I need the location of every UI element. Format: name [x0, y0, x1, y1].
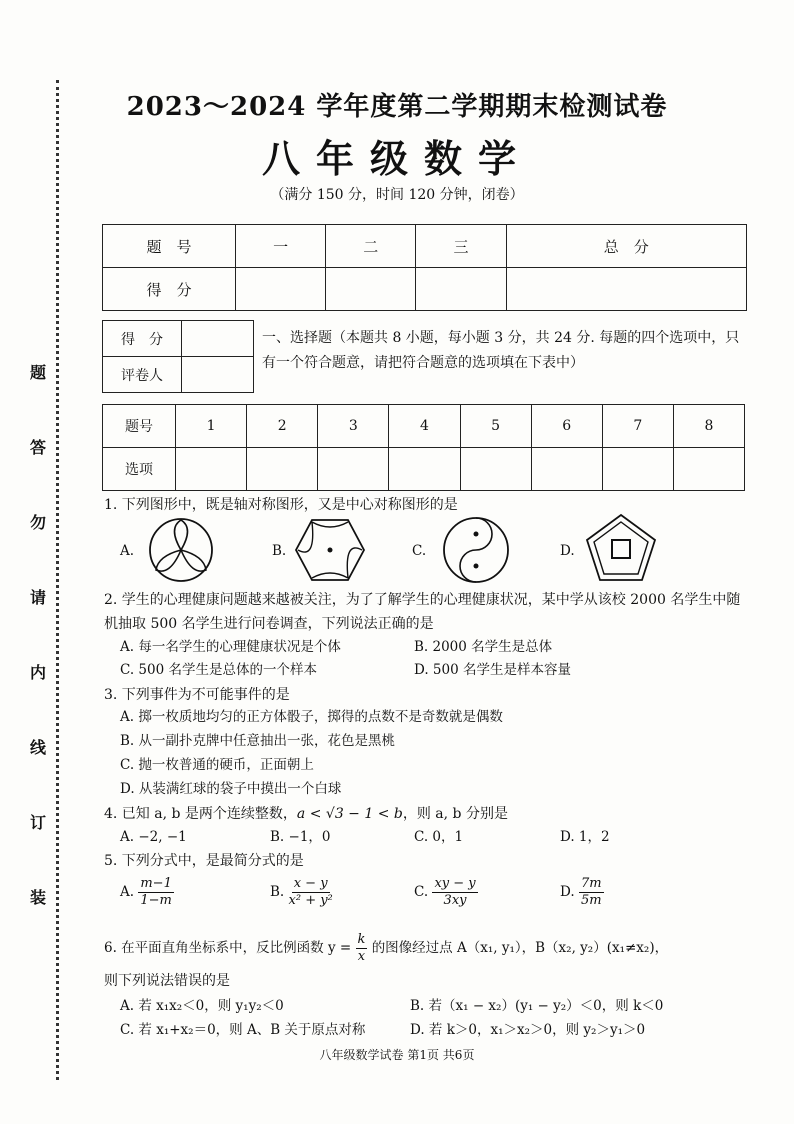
q1-label-c: C.: [412, 543, 427, 559]
q5-fraction-a: [138, 876, 174, 909]
q3-option-d: D. 从装满红球的袋子中摸出一个白球: [120, 781, 342, 797]
section1-instructions: 一、选择题（本题共 8 小题，每小题 3 分，共 24 分. 每题的四个选项中，只有一个符合题意，请把符合题意的选项填在下表中）: [262, 330, 740, 371]
q5-label-b: B.: [270, 884, 285, 900]
q6-option-c: C. 若 x₁+x₂＝0，则 A、B 关于原点对称: [120, 1022, 366, 1038]
q2-option-c: C. 500 名学生是总体的一个样本: [120, 662, 317, 678]
grader-name-blank[interactable]: [182, 357, 254, 393]
answer-blank[interactable]: [176, 448, 247, 491]
q4-option-b: B. −1，0: [270, 829, 331, 845]
answer-row-label: 选项: [103, 448, 176, 491]
q4-option-c: C. 0，1: [414, 829, 464, 845]
q1-label-b: B.: [272, 543, 287, 559]
score-blank-cell[interactable]: [416, 268, 506, 311]
q6-numerator: k: [357, 932, 366, 947]
answer-blank[interactable]: [247, 448, 318, 491]
score-blank-cell[interactable]: [236, 268, 326, 311]
grader-score-label: 得 分: [103, 321, 182, 357]
q6-fraction: [356, 932, 368, 965]
q4-stem-end: ，则 a, b 分别是: [402, 806, 508, 822]
answer-number: 7: [602, 405, 673, 448]
q3-option-c: C. 抛一枚普通的硬币，正面朝上: [120, 757, 314, 773]
answer-table: [102, 404, 745, 491]
answer-number: 1: [176, 405, 247, 448]
q6-option-d: D. 若 k＞0，x₁＞x₂＞0，则 y₂＞y₁＞0: [410, 1022, 646, 1038]
q4-inequality: a < √3 − 1 < b: [296, 806, 403, 822]
subject-title: 八年级数学: [261, 137, 532, 181]
q5-c-denominator: 3xy: [443, 893, 467, 908]
q6-option-b: B. 若（x₁ − x₂）(y₁ − y₂）＜0，则 k＜0: [410, 998, 664, 1014]
q5-label-c: C.: [414, 884, 429, 900]
q3-stem: 3. 下列事件为不可能事件的是: [104, 687, 290, 703]
answer-blank[interactable]: [460, 448, 531, 491]
q6-option-a: A. 若 x₁x₂＜0，则 y₁y₂＜0: [120, 998, 284, 1014]
binding-char: 装: [29, 888, 46, 907]
binding-dotted-line: [56, 80, 59, 1080]
q1-label-d: D.: [560, 543, 575, 559]
binding-char: 勿: [29, 513, 46, 532]
q2-option-d: D. 500 名学生是样本容量: [414, 662, 571, 678]
q5-label-d: D.: [560, 884, 575, 900]
score-header-cell: 总 分: [506, 225, 746, 268]
answer-number: 8: [673, 405, 744, 448]
grader-name-label: 评卷人: [103, 357, 182, 393]
answer-blank[interactable]: [673, 448, 744, 491]
q3-option-a: A. 掷一枚质地均匀的正方体骰子，掷得的点数不是奇数就是偶数: [120, 709, 503, 725]
answer-blank[interactable]: [389, 448, 460, 491]
q6-stem-middle: 的图像经过点 A（x₁, y₁），B（x₂, y₂）(x₁≠x₂)，: [371, 940, 669, 956]
q5-fraction-c: [432, 876, 477, 909]
q2-option-b: B. 2000 名学生是总体: [414, 639, 553, 655]
answer-number: 2: [247, 405, 318, 448]
q5-label-a: A.: [120, 884, 135, 900]
q6-stem-start: 6. 在平面直角坐标系中，反比例函数 y =: [104, 940, 352, 956]
answer-blank[interactable]: [531, 448, 602, 491]
q5-option-a: [120, 876, 174, 909]
page-footer: 八年级数学试卷 第1页 共6页: [319, 1048, 475, 1062]
score-header-cell: 一: [236, 225, 326, 268]
q1-figure-d: [584, 512, 658, 584]
score-blank-cell[interactable]: [326, 268, 416, 311]
q4-stem-start: 4. 已知 a, b 是两个连续整数，: [104, 806, 297, 822]
answer-number: 3: [318, 405, 389, 448]
grader-table: [102, 320, 254, 393]
q2-option-a: A. 每一名学生的心理健康状况是个体: [120, 639, 341, 655]
answer-number: 5: [460, 405, 531, 448]
q5-option-c: [414, 876, 478, 909]
q5-d-numerator: 7m: [580, 876, 602, 891]
exam-title: 2023～2024 学年度第二学期期末检测试卷: [126, 92, 668, 122]
binding-char: 内: [29, 663, 46, 682]
q5-option-d: [560, 876, 604, 909]
score-header-cell: 三: [416, 225, 506, 268]
q1-figure-b: [294, 516, 366, 584]
grader-score-blank[interactable]: [182, 321, 254, 357]
q5-fraction-d: [579, 876, 604, 909]
answer-number: 6: [531, 405, 602, 448]
q1-figure-c-yinyang: [440, 514, 512, 586]
q2-stem: 2. 学生的心理健康问题越来越被关注，为了了解学生的心理健康状况，某中学从该校 2000 名学生中随机抽取 500 名学生进行问卷调查，下列说法正确的是: [104, 592, 741, 632]
score-row-label: 得 分: [103, 268, 236, 311]
exam-meta: （满分 150 分，时间 120 分钟，闭卷）: [270, 187, 524, 203]
answer-blank[interactable]: [318, 448, 389, 491]
binding-char: 答: [29, 438, 46, 457]
q5-a-denominator: 1−m: [140, 893, 172, 908]
q4-option-a: A. −2, −1: [120, 829, 187, 845]
q3-option-b: B. 从一副扑克牌中任意抽出一张，花色是黑桃: [120, 733, 396, 749]
answer-blank[interactable]: [602, 448, 673, 491]
binding-char: 请: [29, 588, 46, 607]
q4-option-d: D. 1，2: [560, 829, 610, 845]
q5-fraction-b: [289, 876, 333, 909]
q5-d-denominator: 5m: [580, 893, 602, 908]
q5-a-numerator: m−1: [140, 876, 172, 891]
binding-char: 题: [29, 363, 46, 382]
score-header-cell: 二: [326, 225, 416, 268]
q5-c-numerator: xy − y: [434, 876, 476, 891]
q6-denominator: x: [357, 949, 366, 964]
score-table: [102, 224, 747, 311]
q5-b-denominator: x² + y²: [288, 893, 333, 908]
q4-stem: [104, 803, 508, 825]
binding-notice: [28, 360, 48, 960]
score-blank-cell[interactable]: [506, 268, 746, 311]
q6-stem-end: 则下列说法错误的是: [104, 973, 230, 989]
binding-char: 订: [29, 813, 46, 832]
score-header-cell: 题 号: [103, 225, 236, 268]
q5-b-numerator: x − y: [293, 876, 328, 891]
q1-figure-a: [146, 516, 216, 584]
binding-char: 线: [29, 738, 46, 757]
q1-label-a: A.: [120, 543, 135, 559]
q6-stem: [104, 932, 754, 965]
q5-stem: 5. 下列分式中，是最简分式的是: [104, 853, 304, 869]
q5-option-b: [270, 876, 333, 909]
q1-stem: 1. 下列图形中，既是轴对称图形，又是中心对称图形的是: [104, 497, 458, 513]
answer-number: 4: [389, 405, 460, 448]
answer-row-label: 题号: [103, 405, 176, 448]
